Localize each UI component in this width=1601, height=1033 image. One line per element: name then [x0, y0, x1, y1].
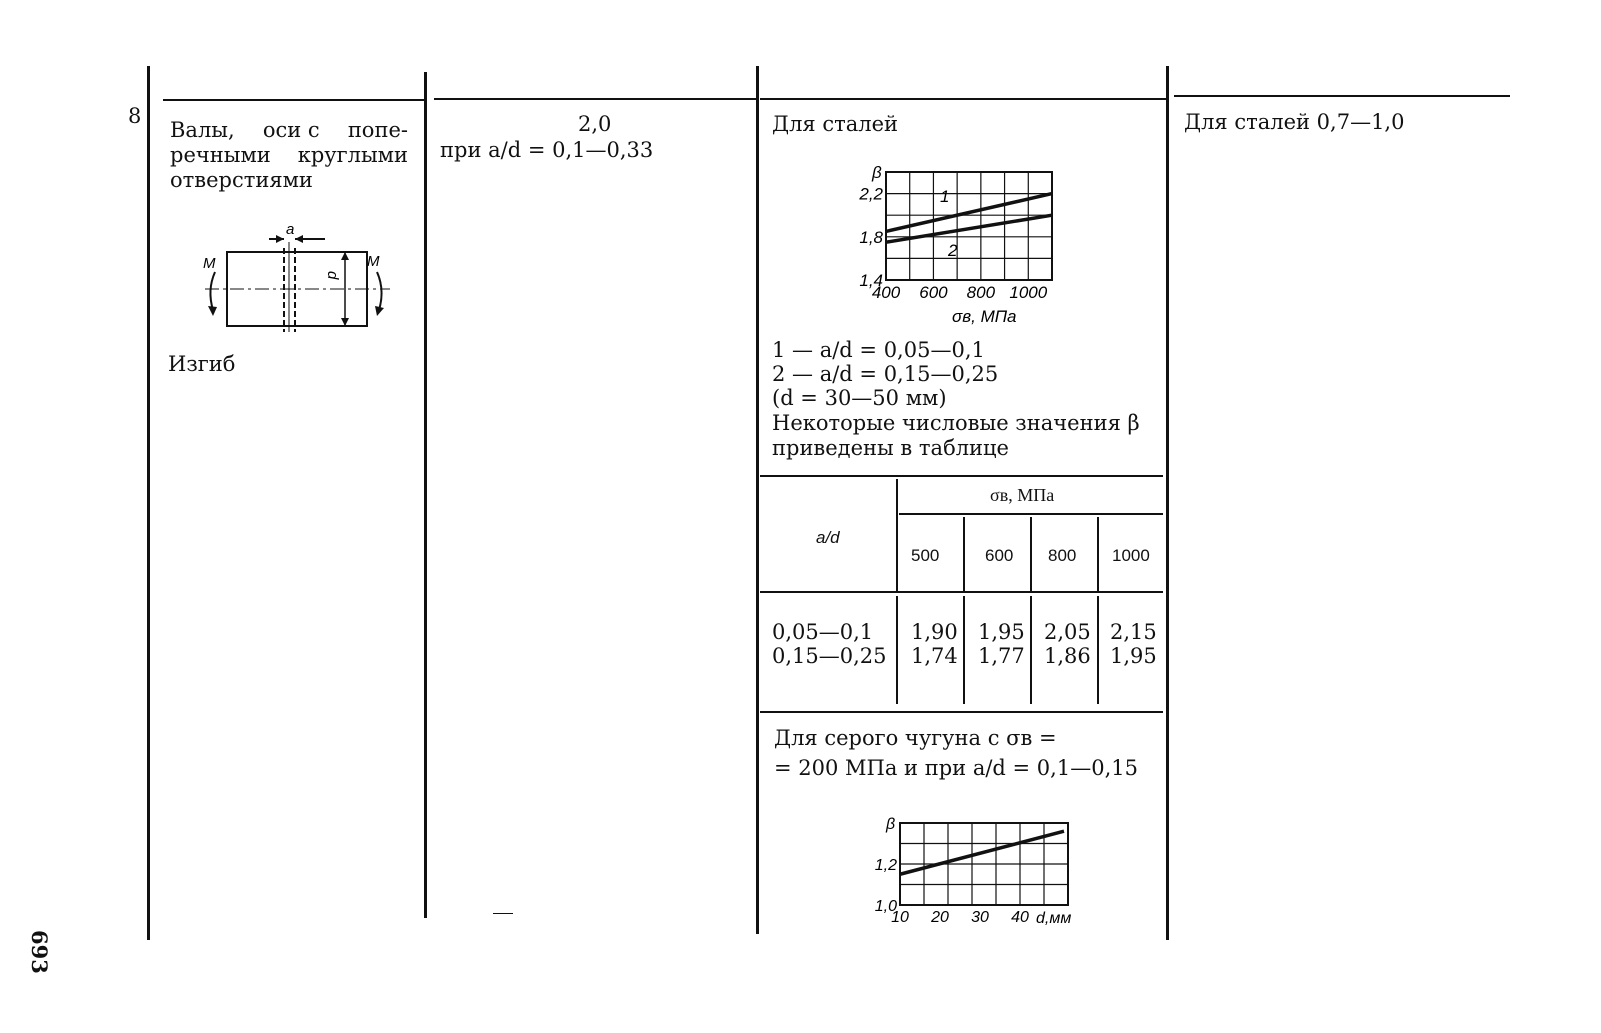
- c2-xtick: 20: [931, 909, 949, 926]
- iron-line-2: = 200 МПа и при a/d = 0,1—0,15: [774, 756, 1138, 780]
- subtable-vline-3: [1030, 517, 1032, 591]
- col-border-3: [756, 66, 759, 934]
- legend-line-3: (d = 30—50 мм): [772, 386, 947, 410]
- row1-val-1000: 2,15: [1110, 620, 1157, 644]
- c1-series-1-line: [886, 194, 1052, 232]
- subtable-ad-header: a/d: [816, 528, 840, 547]
- header-rule-3: [760, 98, 1166, 100]
- c1-curve-label-1: 1: [940, 187, 950, 206]
- col1-line3: отверстиями: [170, 168, 313, 192]
- subtable-group-rule: [899, 513, 1163, 515]
- c2-xtick: 30: [971, 909, 989, 926]
- c1-xtick: 1000: [1009, 283, 1048, 302]
- legend-line-2: 2 — a/d = 0,15—0,25: [772, 362, 999, 386]
- col1-word2: оси с: [262, 118, 320, 142]
- row2-ad: 0,15—0,25: [772, 644, 887, 668]
- row1-val-500: 1,90: [911, 620, 958, 644]
- c1-xtick: 800: [966, 283, 996, 302]
- c2-xtick: 40: [1011, 909, 1029, 926]
- c2-xtick: 10: [891, 909, 909, 926]
- header-rule-1: [163, 99, 425, 101]
- subtable-bottom: [760, 711, 1163, 713]
- shaft-diagram: [195, 220, 405, 340]
- subtable-vline-4: [1097, 517, 1099, 591]
- strength-500: 500: [911, 546, 940, 565]
- c1-ytick: 1,4: [859, 271, 883, 290]
- c1-ylabel: β: [872, 163, 882, 182]
- col-border-1: [147, 66, 150, 940]
- c1-ytick: 2,2: [859, 184, 883, 204]
- page-number: 693: [27, 930, 52, 974]
- steel-beta-chart: [840, 160, 1070, 330]
- c1-xtick: 600: [919, 283, 948, 302]
- note-line-2: приведены в таблице: [772, 436, 1009, 460]
- legend-line-1: 1 — a/d = 0,05—0,1: [772, 338, 985, 362]
- c2-ytick: 1,2: [874, 857, 897, 874]
- col-border-2: [424, 72, 427, 918]
- col1-line1: [170, 118, 408, 143]
- subtable-header-bottom: [760, 591, 1163, 593]
- moment-left-label: M: [203, 255, 216, 272]
- dimension-a-label: a: [286, 221, 295, 238]
- subtable-vline-2b: [963, 596, 965, 704]
- row1-val-800: 2,05: [1044, 620, 1091, 644]
- col4-text: Для сталей 0,7—1,0: [1184, 110, 1405, 134]
- strength-800: 800: [1048, 546, 1077, 565]
- subtable-vline-1: [896, 479, 898, 591]
- header-rule-4: [1174, 95, 1510, 97]
- c1-curve-label-2: 2: [948, 241, 958, 260]
- col2-condition: при a/d = 0,1—0,33: [440, 138, 654, 162]
- iron-line-1: Для серого чугуна с σв =: [774, 726, 1057, 750]
- strength-1000: 1000: [1112, 546, 1150, 565]
- c2-ytick: 1,0: [874, 898, 897, 915]
- note-line-1: Некоторые числовые значения β: [772, 411, 1140, 435]
- row2-val-1000: 1,95: [1110, 644, 1157, 668]
- c2-ylabel: β: [886, 816, 896, 833]
- subtable-vline-3b: [1030, 596, 1032, 704]
- col1-line2: [170, 143, 408, 168]
- col1-word5: круглыми: [297, 143, 408, 167]
- stray-mark: [493, 913, 513, 914]
- subtable-group-header: σв, МПа: [990, 485, 1055, 505]
- c1-series-2-line: [886, 215, 1052, 242]
- col1-word3: попе-: [347, 118, 408, 142]
- subtable-vline-2: [963, 517, 965, 591]
- header-rule-2: [434, 98, 756, 100]
- loading-type: Изгиб: [168, 352, 236, 376]
- subtable-top: [760, 475, 1163, 477]
- steel-header: Для сталей: [772, 112, 898, 136]
- row2-val-600: 1,77: [978, 644, 1025, 668]
- subtable-vline-4b: [1097, 596, 1099, 704]
- row2-val-500: 1,74: [911, 644, 958, 668]
- row1-val-600: 1,95: [978, 620, 1025, 644]
- strength-600: 600: [985, 546, 1014, 565]
- col1-word4: речными: [170, 143, 271, 167]
- row2-val-800: 1,86: [1044, 644, 1091, 668]
- c1-xlabel: σв, МПа: [952, 307, 1017, 326]
- c1-xtick: 400: [871, 283, 901, 302]
- subtable-vline-1b: [896, 596, 898, 704]
- row1-ad: 0,05—0,1: [772, 620, 874, 644]
- c1-ytick: 1,8: [859, 227, 883, 247]
- row-number: 8: [128, 104, 142, 128]
- col2-value: 2,0: [578, 112, 612, 136]
- moment-right-label: M: [367, 253, 380, 270]
- dimension-d-label: d: [324, 271, 341, 280]
- col-border-4: [1166, 66, 1169, 940]
- c2-xlabel: d,мм: [1036, 910, 1072, 927]
- iron-beta-chart: [860, 815, 1090, 935]
- col1-word1: Валы,: [170, 118, 235, 142]
- col1-description: [170, 118, 408, 193]
